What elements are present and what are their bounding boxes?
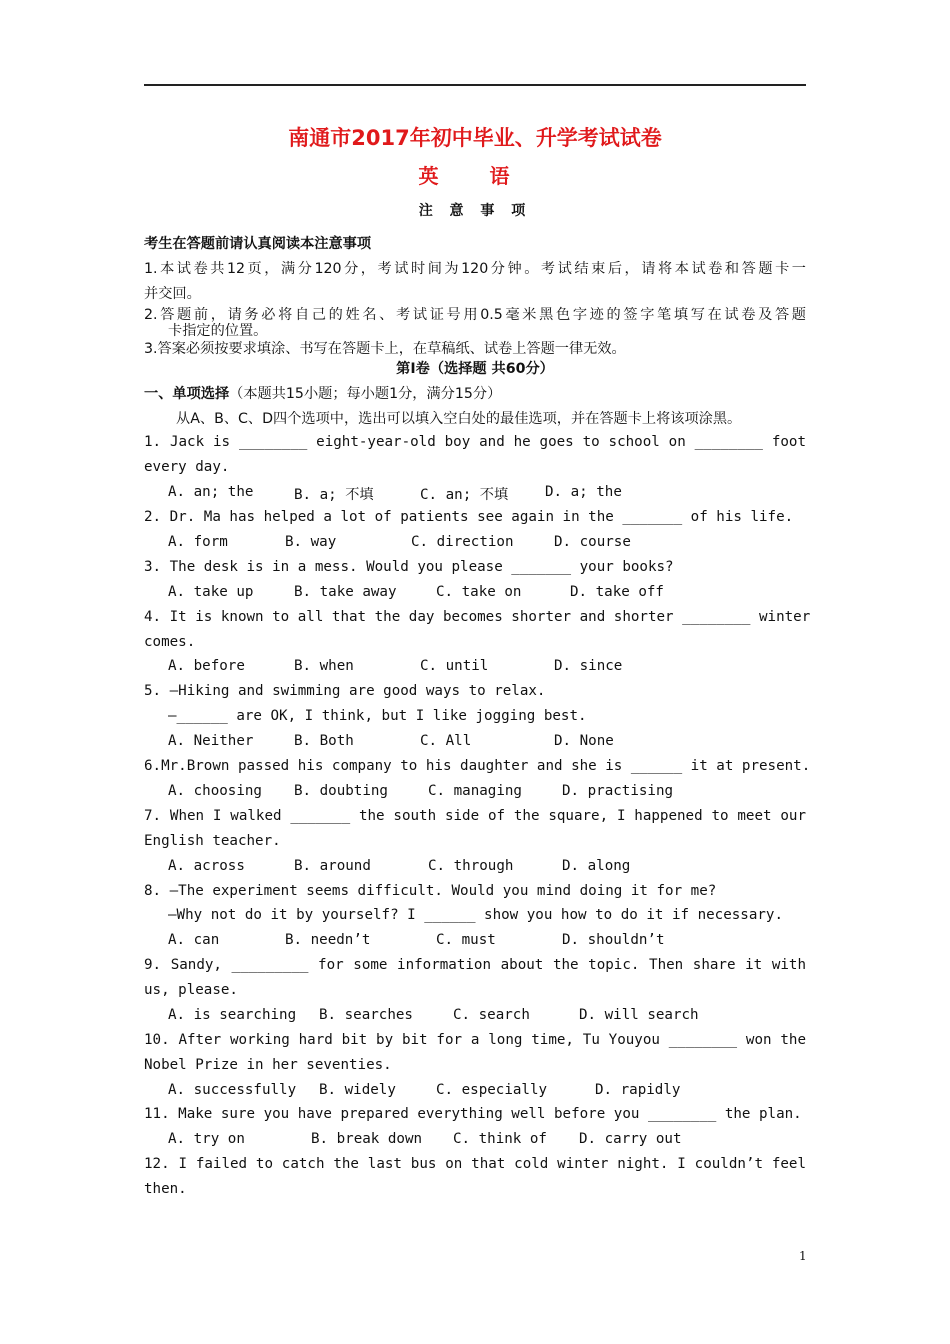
option-a: A. form [168, 534, 228, 550]
option-b: B. way [285, 534, 337, 550]
option-a: A. an; the [168, 484, 254, 500]
option-b: B. break down [311, 1131, 423, 1147]
option-b: B. around [294, 858, 371, 874]
option-a: A. take up [168, 584, 254, 600]
option-c: C. managing [428, 783, 522, 799]
question-3-line-1: 3. The desk is in a mess. Would you please _______ your books? [144, 559, 674, 575]
option-a: A. across [168, 858, 245, 874]
option-a: A. can [168, 932, 220, 948]
question-10-line-2: Nobel Prize in her seventies. [144, 1057, 392, 1073]
part-title: 第Ⅰ卷（选择题 共60分） [396, 361, 554, 377]
question-1-line-1: 1. Jack is ________ eight-year-old boy and he goes to school on ________ foot [144, 434, 806, 450]
option-b: B. needn’t [285, 932, 371, 948]
page-number: 1 [799, 1249, 807, 1263]
question-11-line-1: 11. Make sure you have prepared everything well before you ________ the plan. [144, 1106, 802, 1122]
option-a: A. is searching [168, 1007, 297, 1023]
option-b: B. doubting [294, 783, 388, 799]
option-b: B. a; 不填 [294, 487, 374, 503]
option-d: D. take off [570, 584, 664, 600]
option-c: C. through [428, 858, 514, 874]
question-10-line-1: 10. After working hard bit by bit for a long time, Tu Youyou ________ won the [144, 1032, 806, 1048]
option-c: C. until [420, 658, 489, 674]
option-a: A. choosing [168, 783, 262, 799]
question-12-line-2: then. [144, 1181, 187, 1197]
top-rule [144, 84, 806, 86]
question-9-line-1: 9. Sandy, _________ for some information about the topic. Then share it with [144, 957, 806, 973]
question-7-line-2: English teacher. [144, 833, 281, 849]
question-8-line-1: 8. —The experiment seems difficult. Would you mind doing it for me? [144, 883, 717, 899]
option-d: D. along [562, 858, 631, 874]
option-d: D. shouldn’t [562, 932, 665, 948]
option-c: C. especially [436, 1082, 548, 1098]
section-heading-note: （本题共15小题；每小题1分，满分15分） [229, 386, 502, 402]
option-d: D. carry out [579, 1131, 682, 1147]
question-2-line-1: 2. Dr. Ma has helped a lot of patients see again in the _______ of his life. [144, 509, 794, 525]
question-4-line-1: 4. It is known to all that the day becomes shorter and shorter ________ winter [144, 609, 811, 625]
option-b: B. searches [319, 1007, 413, 1023]
section-instruction: 从A、B、C、D四个选项中，选出可以填入空白处的最佳选项，并在答题卡上将该项涂黑。 [176, 411, 742, 427]
option-d: D. course [554, 534, 631, 550]
question-8-line-2: —Why not do it by yourself? I ______ show you how to do it if necessary. [168, 907, 783, 923]
option-d: D. None [554, 733, 614, 749]
option-d: D. a; the [545, 484, 622, 500]
option-a: A. before [168, 658, 245, 674]
question-7-line-1: 7. When I walked _______ the south side of the square, I happened to meet our [144, 808, 806, 824]
option-c: C. must [436, 932, 496, 948]
notice-heading: 考生在答题前请认真阅读本注意事项 [144, 236, 372, 252]
option-c: C. an; 不填 [420, 487, 509, 503]
option-d: D. since [554, 658, 623, 674]
subject-title: 英 语 [418, 164, 532, 188]
option-c: C. take on [436, 584, 522, 600]
option-c: C. All [420, 733, 472, 749]
option-b: B. when [294, 658, 354, 674]
notice-item-1-line-1: 1.本试卷共12页，满分120分，考试时间为120分钟。考试结束后，请将本试卷和答题卡一 [144, 261, 806, 277]
question-6-line-1: 6.Mr.Brown passed his company to his daughter and she is ______ it at present. [144, 758, 811, 774]
option-d: D. rapidly [595, 1082, 681, 1098]
question-9-line-2: us, please. [144, 982, 238, 998]
option-a: A. try on [168, 1131, 245, 1147]
notice-item-1-line-2: 并交回。 [144, 286, 201, 302]
option-a: A. successfully [168, 1082, 297, 1098]
option-a: A. Neither [168, 733, 254, 749]
option-c: C. direction [411, 534, 514, 550]
option-b: B. widely [319, 1082, 396, 1098]
question-4-line-2: comes. [144, 634, 196, 650]
notice-item-2-line-2: 卡指定的位置。 [168, 323, 268, 339]
option-c: C. search [453, 1007, 530, 1023]
question-12-line-1: 12. I failed to catch the last bus on that cold winter night. I couldn’t feel [144, 1156, 806, 1172]
notice-title: 注 意 事 项 [418, 203, 532, 219]
question-1-line-2: every day. [144, 459, 230, 475]
option-b: B. Both [294, 733, 354, 749]
option-c: C. think of [453, 1131, 547, 1147]
section-heading [144, 383, 806, 403]
notice-item-3: 3.答案必须按要求填涂、书写在答题卡上，在草稿纸、试卷上答题一律无效。 [144, 341, 626, 357]
question-5-line-1: 5. —Hiking and swimming are good ways to relax. [144, 683, 546, 699]
notice-item-2-line-1: 2.答题前，请务必将自己的姓名、考试证号用0.5毫米黑色字迹的签字笔填写在试卷及答题 [144, 307, 806, 323]
question-5-line-2: —______ are OK, I think, but I like jogging best. [168, 708, 587, 724]
section-heading-label: 一、单项选择 [144, 386, 230, 402]
exam-title: 南通市2017年初中毕业、升学考试试卷 [288, 126, 662, 150]
option-d: D. practising [562, 783, 674, 799]
option-b: B. take away [294, 584, 397, 600]
option-d: D. will search [579, 1007, 699, 1023]
